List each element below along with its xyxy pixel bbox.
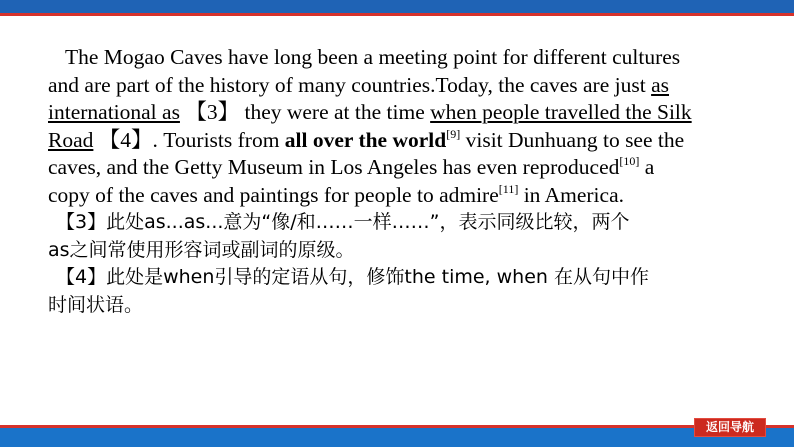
passage-line-2 bbox=[48, 72, 748, 100]
bottom-red-stripe bbox=[0, 425, 794, 428]
back-to-navigation-button[interactable]: 返回导航 bbox=[694, 418, 766, 437]
note-3-line-1 bbox=[48, 209, 748, 237]
text: and are part of the history of many countries.Today, the caves are just bbox=[48, 72, 652, 97]
text: in America. bbox=[518, 182, 624, 207]
passage-line-3 bbox=[48, 99, 748, 127]
note-4-line-1 bbox=[48, 264, 748, 292]
passage-line-6 bbox=[48, 182, 748, 210]
note-text: 【3】此处as...as...意为“像/和……一样……”，表示同级比较，两个 bbox=[56, 211, 630, 233]
footnote-ref-11: [11] bbox=[498, 181, 519, 196]
footnote-ref-9: [9] bbox=[446, 126, 461, 141]
note-3-line-2 bbox=[48, 237, 748, 265]
note-text: 【4】此处是when引导的定语从句，修饰the time, when 在从句中作 bbox=[56, 266, 649, 288]
underlined-text: Road bbox=[48, 127, 94, 152]
blank-marker-4: 【4】 bbox=[93, 127, 153, 152]
blank-marker-3: 【3】 bbox=[179, 100, 245, 124]
text: caves, and the Getty Museum in Los Angeles has even reproduced bbox=[48, 155, 620, 179]
text: The Mogao Caves have long been a meeting point for different cultures bbox=[65, 45, 681, 69]
passage-line-4 bbox=[48, 127, 748, 155]
text: copy of the caves and paintings for people to admire bbox=[48, 182, 499, 207]
text: . Tourists from bbox=[152, 127, 285, 152]
passage-line-1 bbox=[48, 44, 748, 72]
note-text: 时间状语。 bbox=[48, 293, 144, 316]
bold-phrase: all over the world bbox=[284, 127, 447, 152]
text: visit Dunhuang to see the bbox=[460, 127, 685, 152]
text: a bbox=[639, 155, 655, 179]
footnote-ref-10: [10] bbox=[619, 154, 640, 168]
passage-content bbox=[48, 44, 748, 319]
note-text: as之间常使用形容词或副词的原级。 bbox=[48, 238, 355, 261]
note-4-line-2 bbox=[48, 292, 748, 320]
bottom-decorative-bar bbox=[0, 425, 794, 447]
underlined-text: international as bbox=[48, 100, 180, 124]
underlined-text: when people travelled the Silk bbox=[430, 100, 692, 124]
passage-line-5 bbox=[48, 154, 748, 182]
text: they were at the time bbox=[244, 100, 431, 124]
top-decorative-bar bbox=[0, 0, 794, 16]
underlined-text: as bbox=[651, 72, 669, 97]
